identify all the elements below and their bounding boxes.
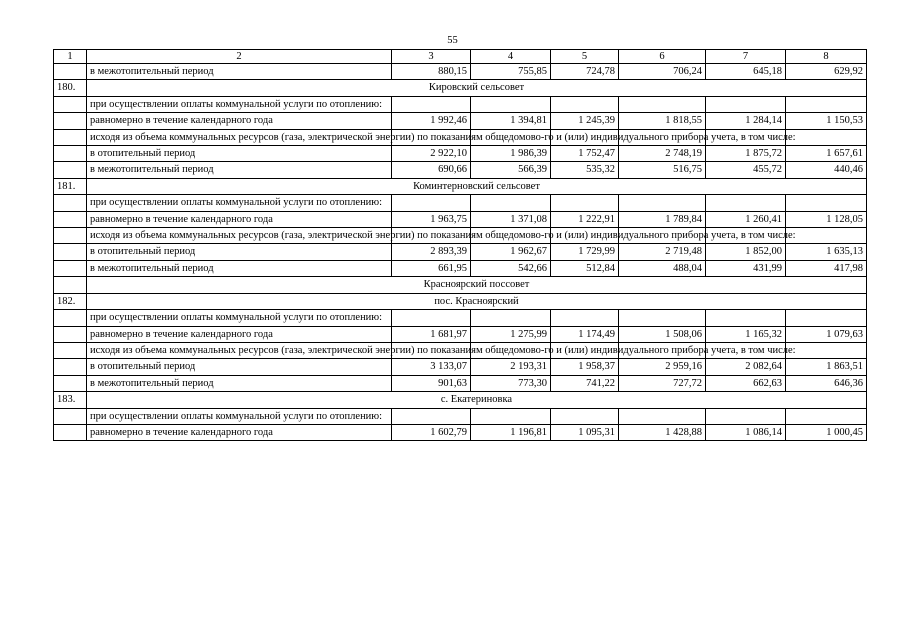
description-row xyxy=(54,408,867,424)
value-cell: 1 196,81 xyxy=(471,424,551,440)
value-cell: 1 875,72 xyxy=(706,146,786,162)
section-row xyxy=(54,178,867,194)
row-description: в отопительный период xyxy=(87,359,392,375)
row-description: при осуществлении оплаты коммунальной услуги по отоплению: xyxy=(87,195,392,211)
row-description: исходя из объема коммунальных ресурсов (газа, электрической энергии) по показаниям общедомово-го и (или) индивидуального прибора учета, в том числе: xyxy=(87,228,392,244)
row-number xyxy=(54,244,87,260)
value-cell xyxy=(471,96,551,112)
value-cell: 662,63 xyxy=(706,375,786,391)
value-cell: 2 082,64 xyxy=(706,359,786,375)
value-cell xyxy=(706,310,786,326)
value-cell: 1 852,00 xyxy=(706,244,786,260)
value-cell: 1 789,84 xyxy=(619,211,706,227)
value-cell xyxy=(392,96,471,112)
value-cell: 1 128,05 xyxy=(786,211,867,227)
row-number: 181. xyxy=(54,178,87,194)
value-cell xyxy=(392,310,471,326)
value-cell xyxy=(551,195,619,211)
value-cell: 1 394,81 xyxy=(471,113,551,129)
row-number: 183. xyxy=(54,392,87,408)
value-cell xyxy=(471,195,551,211)
value-cell: 3 133,07 xyxy=(392,359,471,375)
value-cell: 1 222,91 xyxy=(551,211,619,227)
value-cell: 1 602,79 xyxy=(392,424,471,440)
row-description: равномерно в течение календарного года xyxy=(87,326,392,342)
row-number xyxy=(54,228,87,244)
description-row xyxy=(54,310,867,326)
table-row xyxy=(54,244,867,260)
row-number xyxy=(54,64,87,80)
value-cell: 1 165,32 xyxy=(706,326,786,342)
value-cell: 1 260,41 xyxy=(706,211,786,227)
row-number xyxy=(54,277,87,293)
value-cell: 661,95 xyxy=(392,260,471,276)
row-description: в отопительный период xyxy=(87,146,392,162)
value-cell: 1 729,99 xyxy=(551,244,619,260)
value-cell: 455,72 xyxy=(706,162,786,178)
row-number xyxy=(54,310,87,326)
value-cell xyxy=(786,96,867,112)
value-cell: 1 986,39 xyxy=(471,146,551,162)
value-cell: 901,63 xyxy=(392,375,471,391)
row-number xyxy=(54,326,87,342)
row-number xyxy=(54,162,87,178)
value-cell: 1 635,13 xyxy=(786,244,867,260)
row-description: в межотопительный период xyxy=(87,64,392,80)
value-cell xyxy=(706,195,786,211)
row-description: равномерно в течение календарного года xyxy=(87,424,392,440)
value-cell: 1 992,46 xyxy=(392,113,471,129)
row-number xyxy=(54,129,87,145)
value-cell: 1 284,14 xyxy=(706,113,786,129)
table-row xyxy=(54,359,867,375)
value-cell: 2 893,39 xyxy=(392,244,471,260)
row-number xyxy=(54,113,87,129)
column-header: 8 xyxy=(786,50,867,64)
value-cell xyxy=(786,408,867,424)
row-description: равномерно в течение календарного года xyxy=(87,211,392,227)
value-cell: 1 428,88 xyxy=(619,424,706,440)
table-row xyxy=(54,113,867,129)
value-cell: 773,30 xyxy=(471,375,551,391)
value-cell: 1 000,45 xyxy=(786,424,867,440)
tariff-table xyxy=(53,49,867,441)
value-cell xyxy=(551,96,619,112)
value-cell: 1 079,63 xyxy=(786,326,867,342)
column-header: 5 xyxy=(551,50,619,64)
value-cell: 755,85 xyxy=(471,64,551,80)
value-cell xyxy=(706,408,786,424)
table-row xyxy=(54,64,867,80)
description-row xyxy=(54,96,867,112)
row-description: при осуществлении оплаты коммунальной услуги по отоплению: xyxy=(87,96,392,112)
column-header: 4 xyxy=(471,50,551,64)
value-cell: 516,75 xyxy=(619,162,706,178)
value-cell: 1 681,97 xyxy=(392,326,471,342)
value-cell: 2 748,19 xyxy=(619,146,706,162)
value-cell: 1 818,55 xyxy=(619,113,706,129)
value-cell: 431,99 xyxy=(706,260,786,276)
row-description: при осуществлении оплаты коммунальной услуги по отоплению: xyxy=(87,310,392,326)
value-cell: 724,78 xyxy=(551,64,619,80)
description-row xyxy=(54,129,867,145)
section-title: с. Екатериновка xyxy=(87,392,867,408)
value-cell xyxy=(706,96,786,112)
value-cell: 645,18 xyxy=(706,64,786,80)
value-cell: 629,92 xyxy=(786,64,867,80)
section-row xyxy=(54,392,867,408)
section-row xyxy=(54,80,867,96)
value-cell: 880,15 xyxy=(392,64,471,80)
value-cell: 1 095,31 xyxy=(551,424,619,440)
row-number xyxy=(54,146,87,162)
value-cell: 2 719,48 xyxy=(619,244,706,260)
value-cell: 512,84 xyxy=(551,260,619,276)
table-row xyxy=(54,211,867,227)
value-cell xyxy=(551,310,619,326)
value-cell: 1 245,39 xyxy=(551,113,619,129)
value-cell: 1 963,75 xyxy=(392,211,471,227)
value-cell xyxy=(619,408,706,424)
section-row xyxy=(54,277,867,293)
value-cell: 1 371,08 xyxy=(471,211,551,227)
value-cell: 417,98 xyxy=(786,260,867,276)
column-header: 3 xyxy=(392,50,471,64)
value-cell xyxy=(619,310,706,326)
value-cell: 566,39 xyxy=(471,162,551,178)
value-cell xyxy=(786,195,867,211)
value-cell: 1 863,51 xyxy=(786,359,867,375)
table-row xyxy=(54,260,867,276)
value-cell: 542,66 xyxy=(471,260,551,276)
value-cell: 741,22 xyxy=(551,375,619,391)
table-row xyxy=(54,375,867,391)
page-number: 55 xyxy=(447,35,458,46)
value-cell: 1 275,99 xyxy=(471,326,551,342)
section-title: Коминтерновский сельсовет xyxy=(87,178,867,194)
value-cell xyxy=(551,408,619,424)
section-row xyxy=(54,293,867,309)
value-cell: 2 959,16 xyxy=(619,359,706,375)
section-title: Кировский сельсовет xyxy=(87,80,867,96)
value-cell: 646,36 xyxy=(786,375,867,391)
value-cell: 1 752,47 xyxy=(551,146,619,162)
value-cell: 727,72 xyxy=(619,375,706,391)
row-number xyxy=(54,96,87,112)
row-number: 182. xyxy=(54,293,87,309)
value-cell: 1 962,67 xyxy=(471,244,551,260)
table-row xyxy=(54,146,867,162)
value-cell xyxy=(786,129,867,145)
value-cell: 1 086,14 xyxy=(706,424,786,440)
value-cell: 1 508,06 xyxy=(619,326,706,342)
value-cell xyxy=(471,408,551,424)
description-row xyxy=(54,342,867,358)
value-cell: 488,04 xyxy=(619,260,706,276)
value-cell xyxy=(392,195,471,211)
value-cell: 1 150,53 xyxy=(786,113,867,129)
row-description: при осуществлении оплаты коммунальной услуги по отоплению: xyxy=(87,408,392,424)
column-header: 2 xyxy=(87,50,392,64)
value-cell: 1 657,61 xyxy=(786,146,867,162)
row-number xyxy=(54,375,87,391)
row-number xyxy=(54,424,87,440)
value-cell xyxy=(786,342,867,358)
column-header: 6 xyxy=(619,50,706,64)
section-title: Красноярский поссовет xyxy=(87,277,867,293)
row-description: в межотопительный период xyxy=(87,260,392,276)
row-number: 180. xyxy=(54,80,87,96)
row-number xyxy=(54,359,87,375)
value-cell xyxy=(786,310,867,326)
table-row xyxy=(54,424,867,440)
value-cell xyxy=(392,408,471,424)
section-title: пос. Красноярский xyxy=(87,293,867,309)
value-cell xyxy=(471,310,551,326)
column-number-row xyxy=(54,50,867,64)
value-cell: 1 958,37 xyxy=(551,359,619,375)
table-row xyxy=(54,162,867,178)
value-cell: 690,66 xyxy=(392,162,471,178)
row-number xyxy=(54,211,87,227)
value-cell xyxy=(619,195,706,211)
table-row xyxy=(54,326,867,342)
row-number xyxy=(54,342,87,358)
row-number xyxy=(54,408,87,424)
column-header: 7 xyxy=(706,50,786,64)
row-description: в межотопительный период xyxy=(87,375,392,391)
value-cell: 535,32 xyxy=(551,162,619,178)
table-body xyxy=(54,64,867,441)
row-description: исходя из объема коммунальных ресурсов (газа, электрической энергии) по показаниям общедомово-го и (или) индивидуального прибора учета, в том числе: xyxy=(87,342,392,358)
value-cell: 2 922,10 xyxy=(392,146,471,162)
value-cell: 706,24 xyxy=(619,64,706,80)
value-cell: 1 174,49 xyxy=(551,326,619,342)
value-cell xyxy=(786,228,867,244)
row-description: в отопительный период xyxy=(87,244,392,260)
value-cell: 2 193,31 xyxy=(471,359,551,375)
value-cell xyxy=(619,96,706,112)
description-row xyxy=(54,195,867,211)
row-description: в межотопительный период xyxy=(87,162,392,178)
value-cell: 440,46 xyxy=(786,162,867,178)
row-number xyxy=(54,260,87,276)
description-row xyxy=(54,228,867,244)
row-description: исходя из объема коммунальных ресурсов (газа, электрической энергии) по показаниям общедомово-го и (или) индивидуального прибора учета, в том числе: xyxy=(87,129,392,145)
row-number xyxy=(54,195,87,211)
column-header: 1 xyxy=(54,50,87,64)
row-description: равномерно в течение календарного года xyxy=(87,113,392,129)
